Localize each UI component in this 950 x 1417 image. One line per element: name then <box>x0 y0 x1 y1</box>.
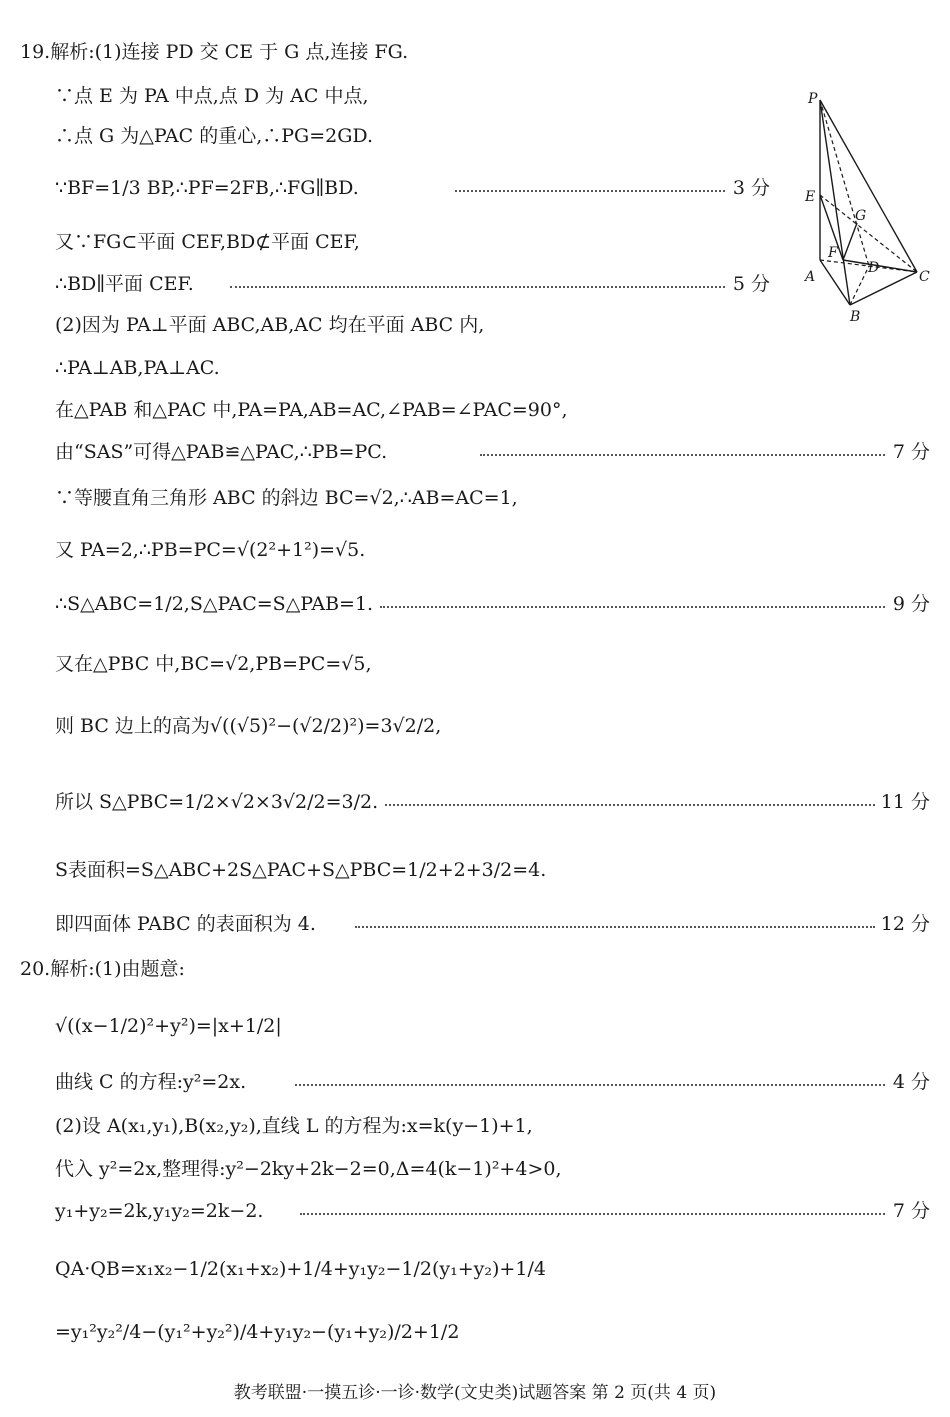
solution-line: ∵点 E 为 PA 中点,点 D 为 AC 中点, <box>55 85 369 107</box>
solution-line: QA·QB=x₁x₂−1/2(x₁+x₂)+1/4+y₁y₂−1/2(y₁+y₂)+1/4 <box>55 1258 546 1280</box>
problem-20-heading: 20.解析:(1)由题意: <box>20 958 185 980</box>
solution-line: (2)因为 PA⊥平面 ABC,AB,AC 均在平面 ABC 内, <box>55 314 485 336</box>
solution-line: 代入 y²=2x,整理得:y²−2ky+2k−2=0,Δ=4(k−1)²+4>0, <box>55 1158 562 1180</box>
label-D: D <box>868 260 880 276</box>
solution-line: ∴PA⊥AB,PA⊥AC. <box>55 357 220 379</box>
solution-line: ∴点 G 为△PAC 的重心,∴PG=2GD. <box>55 125 373 147</box>
score-badge: 7 分 <box>892 441 930 463</box>
tetrahedron-figure <box>795 85 940 330</box>
label-B: B <box>850 309 861 325</box>
score-badge: 3 分 <box>732 177 770 199</box>
score-badge: 11 分 <box>880 791 930 813</box>
solution-line: (2)设 A(x₁,y₁),B(x₂,y₂),直线 L 的方程为:x=k(y−1)+1, <box>55 1115 533 1137</box>
score-badge: 4 分 <box>892 1071 930 1093</box>
solution-line: 则 BC 边上的高为√((√5)²−(√2/2)²)=3√2/2, <box>55 715 442 737</box>
label-E: E <box>805 189 816 205</box>
solution-line: 在△PAB 和△PAC 中,PA=PA,AB=AC,∠PAB=∠PAC=90°, <box>55 399 568 421</box>
label-F: F <box>828 245 838 261</box>
score-badge: 9 分 <box>892 593 930 615</box>
label-G: G <box>855 208 867 224</box>
problem-19-heading: 19.解析:(1)连接 PD 交 CE 于 G 点,连接 FG. <box>20 41 409 63</box>
solution-line: √((x−1/2)²+y²)=|x+1/2| <box>55 1015 282 1037</box>
solution-line: =y₁²y₂²/4−(y₁²+y₂²)/4+y₁y₂−(y₁+y₂)/2+1/2 <box>55 1321 460 1343</box>
label-A: A <box>805 269 816 285</box>
solution-line: ∵等腰直角三角形 ABC 的斜边 BC=√2,∴AB=AC=1, <box>55 487 518 509</box>
solution-line: 又∵FG⊂平面 CEF,BD⊄平面 CEF, <box>55 231 360 253</box>
solution-line: 又 PA=2,∴PB=PC=√(2²+1²)=√5. <box>55 539 366 561</box>
page-footer: 教考联盟·一摸五诊·一诊·数学(文史类)试题答案 第 2 页(共 4 页) <box>233 1383 717 1403</box>
label-P: P <box>808 91 818 107</box>
solution-line: 又在△PBC 中,BC=√2,PB=PC=√5, <box>55 653 372 675</box>
label-C: C <box>919 269 930 285</box>
score-badge: 12 分 <box>880 913 930 935</box>
solution-line: S表面积=S△ABC+2S△PAC+S△PBC=1/2+2+3/2=4. <box>55 859 547 881</box>
score-badge: 7 分 <box>892 1200 930 1222</box>
score-badge: 5 分 <box>732 273 770 295</box>
